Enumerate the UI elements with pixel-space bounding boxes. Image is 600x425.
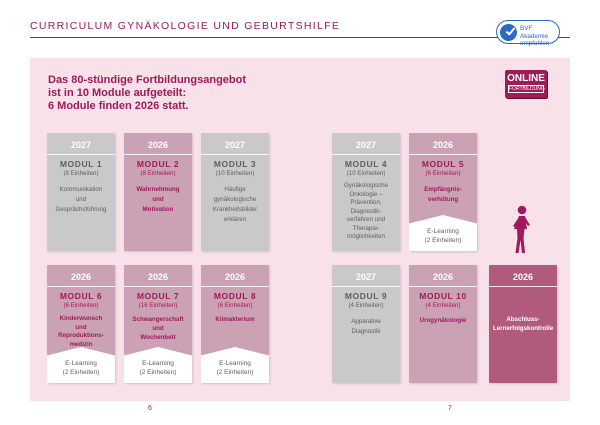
intro-line-2: ist in 10 Module aufgeteilt: bbox=[48, 87, 187, 99]
elearning-label: E-Learning bbox=[219, 360, 251, 367]
module-units: (8 Einheiten) bbox=[140, 170, 176, 177]
module-units: (6 Einheiten) bbox=[425, 170, 461, 177]
module-topic: Urogynäkologie bbox=[419, 317, 467, 324]
final-exam-card bbox=[489, 265, 557, 383]
module-card-4 bbox=[332, 133, 400, 251]
module-card-8 bbox=[201, 265, 269, 383]
module-card-5 bbox=[409, 133, 477, 251]
intro-line-3: 6 Module finden 2026 statt. bbox=[48, 100, 189, 112]
module-year: 2026 bbox=[201, 265, 269, 287]
module-card-3 bbox=[201, 133, 269, 251]
module-card-2 bbox=[124, 133, 192, 251]
online-sub-label: FORTBILDUNG bbox=[509, 86, 545, 92]
module-name: MODUL 10 bbox=[419, 291, 467, 301]
module-topic: Gynäkologische Onkologie – Prävention, Diagnostik- verfahren und Therapie- möglichkeiten bbox=[343, 182, 389, 240]
module-card-6 bbox=[47, 265, 115, 383]
module-name: MODUL 9 bbox=[344, 291, 388, 301]
module-name: MODUL 5 bbox=[421, 159, 465, 169]
elearning-units: (2 Einheiten) bbox=[424, 237, 462, 244]
intro-line-1: Das 80-stündige Fortbildungsangebot bbox=[48, 74, 247, 86]
module-topic: Kommunikation und Gesprächsführung bbox=[55, 186, 107, 213]
elearning-footer bbox=[201, 356, 269, 383]
module-year: 2027 bbox=[47, 133, 115, 155]
online-label: ONLINE bbox=[507, 73, 545, 84]
elearning-units: (2 Einheiten) bbox=[62, 369, 100, 376]
module-year: 2026 bbox=[124, 133, 192, 155]
module-card-9 bbox=[332, 265, 400, 383]
elearning-label: E-Learning bbox=[142, 360, 174, 367]
badge-text bbox=[520, 25, 559, 48]
intro-text bbox=[48, 74, 246, 113]
module-name: MODUL 7 bbox=[136, 291, 180, 301]
module-topic: Häufige gynäkologische Krankheitsbilder erklären bbox=[212, 186, 258, 223]
module-card-7 bbox=[124, 265, 192, 383]
online-fortbildung-logo bbox=[505, 70, 547, 98]
elearning-footer bbox=[47, 356, 115, 383]
module-topic: Apparative Diagnostik bbox=[351, 318, 381, 335]
module-units: (8 Einheiten) bbox=[63, 170, 99, 177]
elearning-label: E-Learning bbox=[427, 228, 459, 235]
module-year: 2026 bbox=[124, 265, 192, 287]
module-year: 2026 bbox=[489, 265, 557, 287]
badge-line-2: empfohlen bbox=[520, 40, 550, 47]
elearning-units: (2 Einheiten) bbox=[139, 369, 177, 376]
module-topic: Wahrnehmung und Motivation bbox=[136, 186, 180, 213]
elearning-footer bbox=[124, 356, 192, 383]
module-card-1 bbox=[47, 133, 115, 251]
module-name: MODUL 4 bbox=[344, 159, 388, 169]
module-units: (10 Einheiten) bbox=[215, 170, 255, 177]
module-name: MODUL 6 bbox=[59, 291, 103, 301]
module-units: (6 Einheiten) bbox=[217, 302, 253, 309]
badge-line-1: BVF Akademie bbox=[520, 25, 549, 40]
module-name: MODUL 3 bbox=[213, 159, 257, 169]
module-topic: Klimakterium bbox=[215, 316, 255, 323]
module-topic: Kinderwunsch und Reproduktions- medizin bbox=[58, 315, 104, 348]
page-number-right: 7 bbox=[448, 405, 452, 412]
module-topic: Abschluss- Lernerfolgskontrolle bbox=[493, 316, 554, 332]
module-year: 2027 bbox=[332, 265, 400, 287]
module-topic: Schwangerschaft und Wochenbett bbox=[132, 316, 184, 341]
page-number-left: 6 bbox=[148, 405, 152, 412]
elearning-units: (2 Einheiten) bbox=[216, 369, 254, 376]
person-figure-icon bbox=[510, 205, 532, 255]
module-units: (6 Einheiten) bbox=[63, 302, 99, 309]
module-units: (10 Einheiten) bbox=[346, 170, 386, 177]
elearning-label: E-Learning bbox=[65, 360, 97, 367]
header-divider bbox=[30, 37, 570, 38]
document-title: CURRICULUM GYNÄKOLOGIE UND GEBURTSHILFE bbox=[30, 20, 341, 32]
module-name: MODUL 2 bbox=[136, 159, 180, 169]
module-units: (4 Einheiten) bbox=[425, 302, 461, 309]
elearning-footer bbox=[409, 224, 477, 251]
module-name: MODUL 1 bbox=[59, 159, 103, 169]
module-card-10 bbox=[409, 265, 477, 383]
bvf-akademie-badge bbox=[496, 20, 560, 47]
module-year: 2027 bbox=[332, 133, 400, 155]
checkmark-icon bbox=[500, 24, 517, 41]
module-year: 2026 bbox=[409, 265, 477, 287]
module-name: MODUL 8 bbox=[213, 291, 257, 301]
module-year: 2026 bbox=[47, 265, 115, 287]
module-year: 2027 bbox=[201, 133, 269, 155]
module-units: (16 Einheiten) bbox=[138, 302, 178, 309]
module-topic: Empfängnis- verhütung bbox=[424, 186, 462, 203]
module-units: (4 Einheiten) bbox=[348, 302, 384, 309]
module-year: 2026 bbox=[409, 133, 477, 155]
